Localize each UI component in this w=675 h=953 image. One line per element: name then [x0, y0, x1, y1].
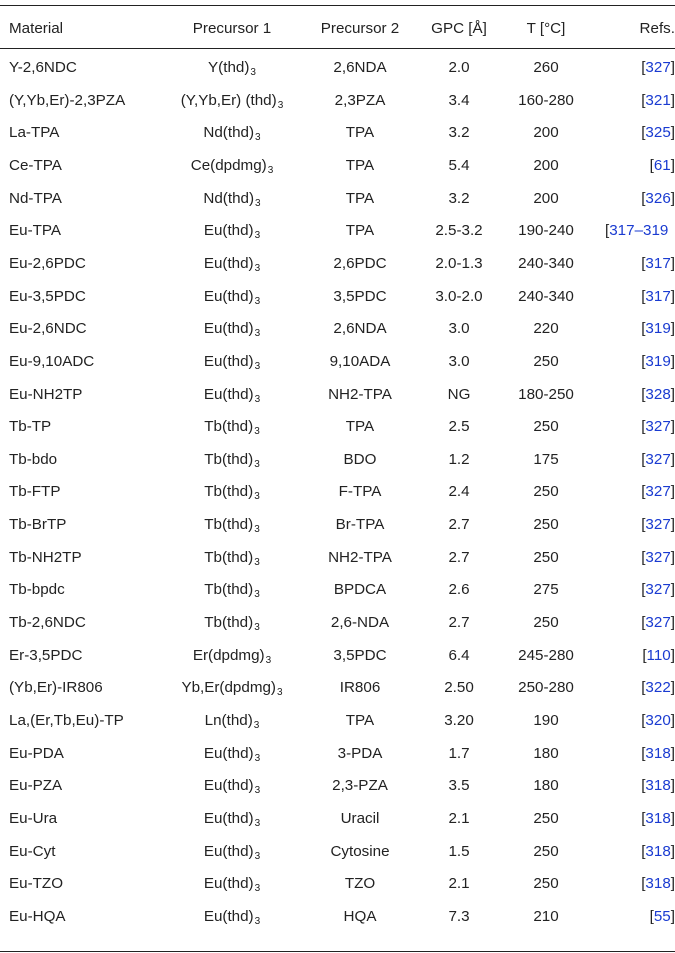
cell-ref: [322]: [641, 679, 675, 697]
cell-gpc: 2.1: [448, 875, 470, 893]
cell-precursor-2: 2,6NDA: [333, 59, 387, 76]
precursor-1-subscript: 3: [254, 491, 260, 503]
cell-precursor-2: HQA: [343, 907, 377, 925]
reference-link[interactable]: 325: [645, 124, 671, 142]
cell-ref: [317–319: [605, 222, 669, 240]
header-precursor-2: Precursor 2: [320, 20, 400, 37]
cell-gpc: 2.7: [448, 548, 470, 566]
cell-precursor-1: [155, 346, 309, 378]
cell-material: Ce-TPA: [9, 156, 62, 174]
table-row: [0, 85, 675, 117]
precursor-1-subscript: 3: [254, 328, 261, 340]
precursor-1-formula: Yb,Er(dpdmg): [181, 679, 276, 697]
precursor-1-subscript: 3: [254, 622, 260, 634]
table-row: [0, 672, 675, 704]
cell-material: Eu-PZA: [9, 777, 63, 795]
cell-temperature: 250-280: [518, 679, 574, 697]
cell-temperature: 160-280: [518, 91, 574, 109]
cell-gpc: 3.4: [448, 91, 470, 109]
cell-material: Eu-9,10ADC: [9, 352, 95, 370]
cell-precursor-1: [155, 542, 309, 574]
cell-ref: [319]: [641, 352, 675, 370]
cell-precursor-1: [155, 248, 309, 280]
cell-ref: [318]: [641, 777, 675, 795]
cell-ref: [328]: [641, 385, 675, 403]
reference-link[interactable]: 317–319: [609, 222, 669, 240]
cell-temperature: 250: [533, 352, 559, 370]
cell-gpc: 1.7: [448, 744, 470, 762]
cell-temperature: 250: [533, 875, 559, 893]
cell-precursor-2: BDO: [343, 450, 377, 468]
table-row: [0, 607, 675, 639]
cell-material: Eu-Ura: [9, 809, 58, 827]
precursor-1-subscript: 3: [254, 360, 261, 372]
precursor-1-formula: Eu(thd): [203, 222, 254, 240]
cell-precursor-1: [155, 803, 309, 835]
table-row: [0, 868, 675, 900]
cell-temperature: 190-240: [518, 222, 574, 240]
cell-precursor-2: 2,6NDA: [333, 320, 387, 338]
cell-precursor-1: [155, 705, 309, 737]
reference-link[interactable]: 327: [645, 548, 671, 566]
reference-link[interactable]: 318: [645, 744, 671, 762]
cell-gpc: 2.5: [448, 418, 470, 436]
cell-temperature: 250: [533, 548, 559, 566]
header-temperature: T [°C]: [526, 20, 566, 37]
table-row: [0, 346, 675, 378]
cell-ref: [55]: [649, 907, 675, 925]
cell-ref: [327]: [641, 483, 675, 501]
cell-ref: [320]: [641, 712, 675, 729]
table-row: [0, 52, 675, 84]
cell-gpc: 2.6: [448, 581, 470, 599]
precursor-1-subscript: 3: [254, 883, 261, 895]
cell-precursor-2: TPA: [345, 222, 375, 240]
cell-temperature: 250: [533, 614, 559, 632]
cell-gpc: 3.5: [448, 777, 470, 795]
cell-material: Eu-2,6PDC: [9, 254, 86, 272]
precursor-1-subscript: 3: [267, 164, 274, 176]
reference-link[interactable]: 320: [645, 712, 671, 729]
cell-gpc: 2.0-1.3: [435, 254, 483, 272]
cell-precursor-2: 9,10ADA: [329, 352, 391, 370]
cell-material: Y-2,6NDC: [9, 59, 77, 76]
cell-temperature: 250: [533, 418, 559, 436]
reference-link[interactable]: 327: [645, 516, 671, 534]
table-row: [0, 281, 675, 313]
cell-ref: [318]: [641, 875, 675, 893]
precursor-1-formula: Nd(thd): [203, 124, 255, 142]
cell-temperature: 200: [533, 124, 559, 142]
header-material: Material: [9, 20, 64, 37]
precursor-1-subscript: 3: [254, 295, 261, 307]
reference-link[interactable]: 328: [645, 385, 671, 403]
precursor-1-formula: Er(dpdmg): [192, 646, 265, 664]
cell-gpc: 3.2: [448, 124, 470, 142]
precursor-1-formula: Tb(thd): [204, 516, 254, 534]
table-row: [0, 574, 675, 606]
cell-precursor-2: 3,5PDC: [333, 287, 387, 305]
cell-precursor-1: [155, 444, 309, 476]
precursor-1-formula: Tb(thd): [204, 450, 254, 468]
cell-ref: [321]: [641, 91, 675, 109]
precursor-1-formula: Tb(thd): [204, 418, 254, 436]
cell-precursor-2: TPA: [345, 124, 375, 142]
cell-temperature: 250: [533, 483, 559, 501]
cell-gpc: 2.50: [444, 679, 474, 697]
cell-precursor-2: TPA: [345, 189, 375, 207]
cell-precursor-2: 2,3-PZA: [332, 777, 388, 795]
cell-gpc: 3.0: [448, 320, 470, 338]
cell-precursor-2: Cytosine: [330, 842, 390, 860]
table-row: [0, 542, 675, 574]
cell-material: Eu-3,5PDC: [9, 287, 86, 305]
reference-link[interactable]: 326: [645, 189, 671, 207]
precursor-1-subscript: 3: [254, 915, 261, 927]
cell-ref: [319]: [641, 320, 675, 338]
cell-precursor-2: 2,6PDC: [333, 254, 387, 272]
table-row: [0, 803, 675, 835]
cell-gpc: 3.20: [444, 712, 474, 729]
precursor-1-formula: Eu(thd): [203, 287, 254, 305]
precursor-1-formula: Ce(dpdmg): [190, 156, 267, 174]
precursor-1-subscript: 3: [254, 850, 261, 862]
precursor-1-subscript: 3: [254, 785, 261, 797]
reference-link[interactable]: 317: [645, 287, 671, 305]
cell-material: Tb-2,6NDC: [9, 614, 86, 632]
cell-gpc: 2.7: [448, 614, 470, 632]
cell-temperature: 250: [533, 842, 559, 860]
reference-link[interactable]: 319: [645, 352, 671, 370]
table-row: [0, 738, 675, 770]
cell-precursor-2: BPDCA: [333, 581, 387, 599]
reference-link[interactable]: 55: [653, 907, 671, 925]
cell-precursor-1: [155, 607, 309, 639]
cell-temperature: 275: [533, 581, 559, 599]
cell-precursor-2: 2,6-NDA: [330, 614, 390, 632]
cell-ref: [326]: [641, 189, 675, 207]
table-row: [0, 444, 675, 476]
cell-ref: [318]: [641, 744, 675, 762]
precursor-1-subscript: 3: [250, 67, 256, 78]
cell-precursor-1: [155, 770, 309, 802]
cell-material: Tb-BrTP: [9, 516, 67, 534]
cell-material: Tb-bpdc: [9, 581, 65, 599]
cell-material: Eu-NH2TP: [9, 385, 83, 403]
reference-link[interactable]: 327: [645, 581, 671, 599]
cell-gpc: NG: [447, 385, 471, 403]
table-row: [0, 313, 675, 345]
cell-precursor-1: [155, 85, 309, 117]
cell-material: Tb-NH2TP: [9, 548, 82, 566]
reference-link[interactable]: 318: [645, 875, 671, 893]
precursor-1-subscript: 3: [254, 230, 261, 242]
cell-precursor-2: NH2-TPA: [328, 385, 392, 403]
table-row: [0, 150, 675, 182]
cell-precursor-2: 3,5PDC: [333, 646, 387, 664]
cell-material: Tb-TP: [9, 418, 52, 436]
cell-material: Nd-TPA: [9, 189, 62, 207]
cell-precursor-1: [155, 868, 309, 900]
cell-material: La,(Er,Tb,Eu)-TP: [9, 712, 124, 729]
cell-temperature: 260: [533, 59, 559, 76]
cell-precursor-1: [155, 52, 309, 84]
cell-ref: [327]: [641, 548, 675, 566]
precursor-1-subscript: 3: [253, 720, 260, 731]
table-row: [0, 411, 675, 443]
cell-ref: [325]: [641, 124, 675, 142]
cell-precursor-1: [155, 379, 309, 411]
cell-material: Eu-TPA: [9, 222, 62, 240]
cell-precursor-1: [155, 150, 309, 182]
table-row: [0, 248, 675, 280]
table-row: [0, 509, 675, 541]
precursor-1-formula: Tb(thd): [204, 581, 254, 599]
cell-precursor-1: [155, 476, 309, 508]
cell-ref: [327]: [641, 450, 675, 468]
cell-gpc: 3.0: [448, 352, 470, 370]
reference-link[interactable]: 327: [645, 614, 671, 632]
cell-temperature: 220: [533, 320, 559, 338]
cell-precursor-2: Uracil: [340, 809, 380, 827]
header-refs: Refs.: [639, 20, 675, 37]
precursor-1-formula: Tb(thd): [204, 548, 254, 566]
cell-precursor-1: [155, 411, 309, 443]
cell-ref: [327]: [641, 516, 675, 534]
precursor-1-formula: Eu(thd): [203, 842, 254, 860]
cell-precursor-1: [155, 574, 309, 606]
cell-precursor-1: [155, 509, 309, 541]
cell-precursor-2: TPA: [345, 418, 375, 436]
reference-link[interactable]: 318: [645, 809, 671, 827]
cell-ref: [317]: [641, 254, 675, 272]
table-row: [0, 183, 675, 215]
cell-material: Eu-Cyt: [9, 842, 56, 860]
table-row: [0, 901, 675, 933]
cell-precursor-2: IR806: [339, 679, 381, 697]
precursor-1-formula: Tb(thd): [204, 614, 254, 632]
cell-temperature: 240-340: [518, 254, 574, 272]
cell-material: Er-3,5PDC: [9, 646, 83, 664]
cell-gpc: 2.5-3.2: [435, 222, 483, 240]
cell-material: (Yb,Er)-IR806: [9, 679, 103, 697]
cell-material: Eu-PDA: [9, 744, 64, 762]
cell-precursor-1: [155, 183, 309, 215]
reference-link[interactable]: 110: [646, 646, 671, 664]
reference-link[interactable]: 327: [645, 450, 671, 468]
cell-ref: [327]: [641, 59, 675, 76]
cell-temperature: 190: [533, 712, 559, 729]
cell-precursor-2: Br-TPA: [335, 516, 385, 534]
precursor-1-formula: Eu(thd): [203, 875, 254, 893]
precursor-1-formula: Eu(thd): [203, 809, 254, 827]
cell-precursor-1: [155, 672, 309, 704]
table-row: [0, 117, 675, 149]
cell-material: Tb-FTP: [9, 483, 61, 501]
precursor-1-subscript: 3: [265, 654, 272, 666]
cell-material: (Y,Yb,Er)-2,3PZA: [9, 91, 126, 109]
table-row: [0, 476, 675, 508]
precursor-1-formula: Y(thd): [208, 59, 250, 76]
cell-temperature: 210: [533, 907, 559, 925]
cell-precursor-2: 3-PDA: [337, 744, 383, 762]
precursor-1-formula: Eu(thd): [203, 320, 254, 338]
cell-temperature: 200: [533, 189, 559, 207]
cell-temperature: 250: [533, 516, 559, 534]
cell-gpc: 6.4: [448, 646, 470, 664]
cell-gpc: 2.0: [448, 59, 470, 76]
reference-link[interactable]: 327: [645, 418, 671, 436]
cell-precursor-1: [155, 117, 309, 149]
cell-precursor-2: NH2-TPA: [328, 548, 392, 566]
cell-material: Eu-TZO: [9, 875, 64, 893]
cell-gpc: 1.5: [448, 842, 470, 860]
precursor-1-formula: (Y,Yb,Er) (thd): [180, 91, 277, 109]
cell-precursor-2: 2,3PZA: [334, 91, 386, 109]
precursor-1-subscript: 3: [255, 197, 261, 209]
cell-ref: [317]: [641, 287, 675, 305]
precursor-1-formula: Eu(thd): [203, 352, 254, 370]
precursor-1-subscript: 3: [276, 687, 283, 699]
cell-precursor-1: [155, 640, 309, 672]
cell-precursor-1: [155, 836, 309, 868]
reference-link[interactable]: 319: [645, 320, 671, 338]
cell-temperature: 200: [533, 156, 559, 174]
cell-material: Eu-2,6NDC: [9, 320, 87, 338]
reference-link[interactable]: 61: [653, 156, 671, 174]
precursor-1-subscript: 3: [254, 589, 260, 601]
cell-precursor-1: [155, 281, 309, 313]
reference-link[interactable]: 322: [645, 679, 671, 697]
table-row: [0, 640, 675, 672]
cell-precursor-2: TPA: [345, 712, 375, 729]
precursor-1-formula: Nd(thd): [203, 189, 255, 207]
cell-gpc: 7.3: [448, 907, 470, 925]
precursor-1-subscript: 3: [254, 556, 260, 568]
cell-precursor-1: [155, 215, 309, 247]
cell-gpc: 2.7: [448, 516, 470, 534]
cell-gpc: 5.4: [448, 156, 470, 174]
cell-temperature: 175: [533, 450, 559, 468]
cell-material: Eu-HQA: [9, 907, 66, 925]
precursor-1-subscript: 3: [254, 524, 260, 536]
cell-gpc: 3.2: [448, 189, 470, 207]
precursor-1-subscript: 3: [254, 393, 261, 405]
cell-temperature: 180: [533, 744, 559, 762]
header-gpc: GPC [Å]: [431, 20, 487, 37]
cell-gpc: 1.2: [448, 450, 470, 468]
reference-link[interactable]: 318: [645, 842, 671, 860]
cell-precursor-2: F-TPA: [338, 483, 382, 501]
table-header-row: [0, 13, 675, 45]
cell-precursor-2: TPA: [345, 156, 375, 174]
cell-ref: [61]: [649, 156, 675, 174]
reference-link[interactable]: 318: [645, 777, 671, 795]
precursor-1-subscript: 3: [254, 458, 260, 470]
cell-precursor-2: TZO: [344, 875, 376, 893]
precursor-1-formula: Ln(thd): [204, 712, 253, 729]
cell-precursor-1: [155, 901, 309, 933]
precursor-1-formula: Eu(thd): [203, 744, 254, 762]
reference-link[interactable]: 317: [645, 254, 671, 272]
precursor-1-formula: Eu(thd): [203, 777, 254, 795]
table-header-rule: [0, 48, 675, 49]
reference-link[interactable]: 321: [645, 91, 671, 109]
precursor-1-formula: Eu(thd): [203, 254, 254, 272]
table-top-rule: [0, 5, 675, 6]
precursor-1-subscript: 3: [255, 132, 261, 144]
cell-precursor-1: [155, 313, 309, 345]
cell-ref: [110]: [642, 646, 675, 664]
cell-gpc: 2.1: [448, 809, 470, 827]
cell-ref: [327]: [641, 614, 675, 632]
table-row: [0, 770, 675, 802]
precursor-1-subscript: 3: [254, 262, 261, 274]
reference-link[interactable]: 327: [645, 59, 671, 76]
cell-temperature: 240-340: [518, 287, 574, 305]
table-row: [0, 379, 675, 411]
cell-ref: [318]: [641, 809, 675, 827]
precursor-1-formula: Tb(thd): [204, 483, 254, 501]
cell-gpc: 2.4: [448, 483, 470, 501]
table-row: [0, 215, 675, 247]
precursor-1-formula: Eu(thd): [203, 385, 254, 403]
cell-ref: [327]: [641, 418, 675, 436]
reference-link[interactable]: 327: [645, 483, 671, 501]
cell-gpc: 3.0-2.0: [435, 287, 483, 305]
cell-temperature: 250: [533, 809, 559, 827]
precursor-1-subscript: 3: [277, 99, 284, 111]
cell-temperature: 180-250: [518, 385, 574, 403]
cell-material: La-TPA: [9, 124, 60, 142]
precursor-1-subscript: 3: [254, 426, 260, 438]
precursor-1-subscript: 3: [254, 817, 261, 829]
cell-temperature: 245-280: [518, 646, 574, 664]
cell-ref: [318]: [641, 842, 675, 860]
cell-material: Tb-bdo: [9, 450, 58, 468]
cell-precursor-1: [155, 738, 309, 770]
table-row: [0, 836, 675, 868]
table-bottom-rule: [0, 951, 675, 952]
cell-ref: [327]: [641, 581, 675, 599]
table-row: [0, 705, 675, 737]
cell-temperature: 180: [533, 777, 559, 795]
precursor-1-subscript: 3: [254, 752, 261, 764]
header-precursor-1: Precursor 1: [192, 20, 272, 37]
precursor-1-formula: Eu(thd): [203, 907, 254, 925]
